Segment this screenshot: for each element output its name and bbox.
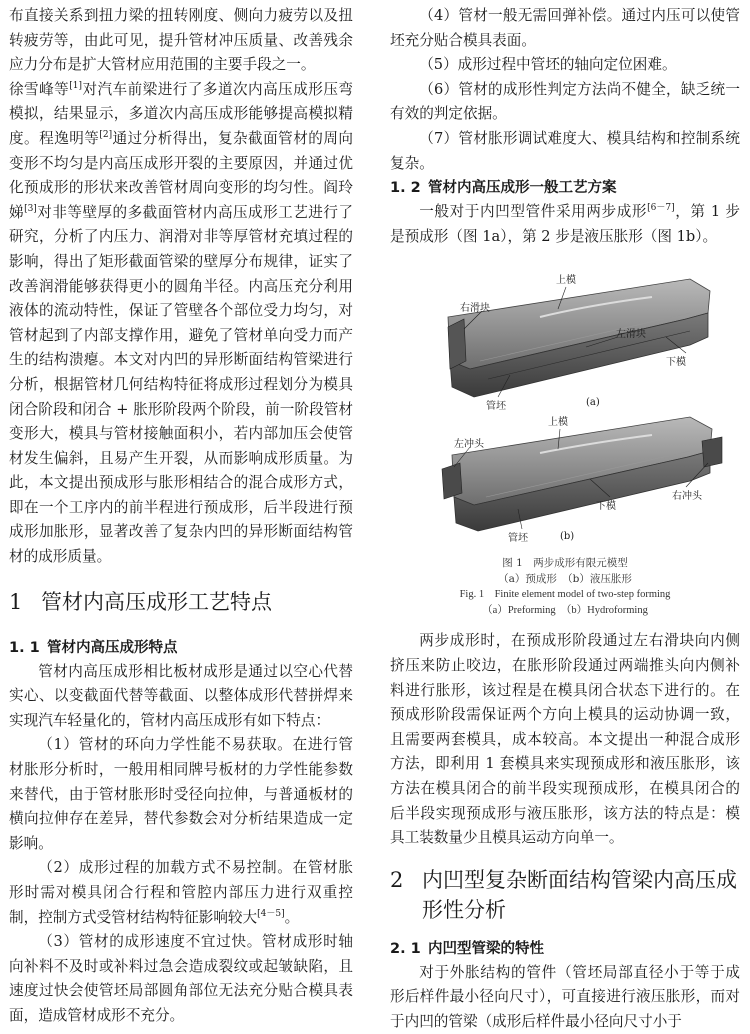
fe-model-image	[390, 257, 740, 547]
label-lower-die-a: 下模	[666, 357, 686, 369]
list-item: （3）管材的成形速度不宜过快。管材成形时轴向补料不及时或补料过急会造成裂纹或起皱缺陷，且速度过快会使管坯局部圆角部位无法充分贴合模具表面，造成管材成形不充分。	[9, 933, 353, 1024]
paragraph: 对于外胀结构的管件（管坯局部直径小于等于成形后样件最小径向尺寸），可直接进行液压胀形，而对于内凹的管梁（成形后样件最小径向尺寸小于	[390, 963, 740, 1030]
list-item: （2）成形过程的加载方式不易控制。在管材胀形时需对模具闭合行程和管腔内部压力进行双重控制，控制方式受管材结构特征影响较大[4－5]。	[9, 859, 353, 926]
list-item: （7）管材胀形调试难度大、模具结构和控制系统复杂。	[390, 129, 740, 172]
left-column	[9, 4, 353, 1029]
figure-subcaption-cn: （a）预成形 （b）液压胀形	[498, 573, 632, 586]
label-upper-die-b: 上模	[548, 417, 568, 429]
right-column	[390, 4, 740, 1034]
citation[interactable]: [3]	[24, 203, 37, 214]
list-item: （4）管材一般无需回弹补偿。通过内压可以使管坯充分贴合模具表面。	[390, 7, 740, 49]
label-lower-die-b: 下模	[596, 501, 616, 513]
subsection-heading-1-2: 1. 2 管材内高压成形一般工艺方案	[390, 180, 617, 197]
list-item: （1）管材的环向力学性能不易获取。在进行管材胀形分析时，一般用相同牌号板材的力学性能参数来替代，由于管材胀形时受径向拉伸，与普通板材的横向拉伸存在差异，替代参数会对分析结果造成一定影响。	[9, 736, 353, 852]
label-left-slider: 左滑块	[616, 329, 646, 341]
list-item: （5）成形过程中管坯的轴向定位困难。	[419, 56, 677, 74]
preforming-model	[448, 279, 710, 397]
figure-caption-en: Fig. 1 Finite element model of two-step forming	[459, 589, 671, 601]
figure-caption-cn: 图 1 两步成形有限元模型	[502, 557, 628, 570]
label-panel-a: (a)	[586, 397, 600, 409]
citation[interactable]: [2]	[99, 130, 113, 141]
subsection-heading-1-1: 1. 1 管材内高压成形特点	[9, 639, 178, 656]
label-tube-a: 管坯	[486, 401, 506, 413]
subsection-heading-2-1: 2. 1 内凹型管梁的特性	[390, 940, 544, 957]
label-panel-b: (b)	[560, 531, 575, 543]
paragraph: 布直接关系到扭力梁的扭转刚度、侧向力疲劳以及扭转疲劳等，由此可见，提升管材冲压质量、改善残余应力分布是扩大管材应用范围的主要手段之一。	[9, 7, 353, 74]
citation[interactable]: [6－7]	[647, 203, 675, 214]
paragraph: 两步成形时，在预成形阶段通过左右滑块向内侧挤压来防止咬边，在胀形阶段通过两端推头向内侧补料进行胀形，该过程是在模具闭合状态下进行的。在预成形阶段需保证两个方向上模具的运动协调一致，且需要两套模具，成本较高。本文提出一种混合成形方法，即利用 1 套模具来实现预成形和液压胀形，该方法在模具闭合的前半段实现预成形，在模具闭合的后半段实现预成形与液压胀形，该方法的特点是：模具工装数量少且模具运动方向单一。	[390, 632, 740, 847]
paragraph: 管材内高压成形相比板材成形是通过以空心代替实心、以变截面代替等截面、以整体成形代替拼焊来实现汽车轻量化的，管材内高压成形有如下特点：	[9, 662, 353, 729]
figure-subcaption-en: （a）Preforming （b）Hydroforming	[482, 605, 648, 617]
label-left-punch: 左冲头	[454, 439, 484, 451]
paragraph: 徐雪峰等[1]对汽车前梁进行了多道次内高压成形压弯模拟，结果显示，多道次内高压成形能够提高模拟精度。程逸明等[2]通过分析得出，复杂截面管材的周向变形不均匀是内高压成形开裂的主要原因，并通过优化预成形的形状来改善管材周向变形的均匀性。阎玲娣[3]对非等壁厚的多截面管材内高压成形工艺进行了研究，分析了内压力、润滑对非等厚管材充填过程的影响，得出了矩形截面管梁的壁厚分布规律，证实了改善润滑能够获得更小的圆角半径。内高压充分利用液体的流动特性，保证了管壁各个部位受力均匀，对管材起到了内部支撑作用，避免了管材单向受力而产生的结构溃瘪。本文对内凹的异形断面结构管梁进行分析，根据管材几何结构特征将成形过程划分为模具闭合阶段和闭合 + 胀形阶段两个阶段，前一阶段管材变形大，模具与管材接触面积小，若内部加压会使管材发生偏斜，且易产生开裂，从而影响成形质量。为此，本文提出预成形与胀形相结合的混合成形方式，即在一个工序内的前半程进行预成形，后半段进行预成形加胀形，显著改善了复杂内凹的异形断面结构管材的成形质量。	[9, 80, 353, 566]
section-heading-1: 1 管材内高压成形工艺特点	[9, 589, 272, 614]
figure-1	[390, 257, 740, 619]
label-right-slider: 右滑块	[460, 303, 490, 315]
list-item: （6）管材的成形性判定方法尚不健全，缺乏统一有效的判定依据。	[390, 80, 740, 123]
citation[interactable]: [4－5]	[257, 908, 285, 919]
label-tube-b: 管坯	[508, 533, 528, 545]
label-upper-die-a: 上模	[556, 275, 576, 287]
citation[interactable]: [1]	[69, 80, 82, 91]
label-right-punch: 右冲头	[672, 491, 702, 503]
hydroforming-model	[442, 417, 722, 531]
paragraph: 一般对于内凹型管件采用两步成形[6－7]，第 1 步是预成形（图 1a），第 2 步是液压胀形（图 1b）。	[390, 203, 740, 245]
section-heading-2: 2 内凹型复杂断面结构管梁内高压成形性分析	[390, 867, 737, 922]
